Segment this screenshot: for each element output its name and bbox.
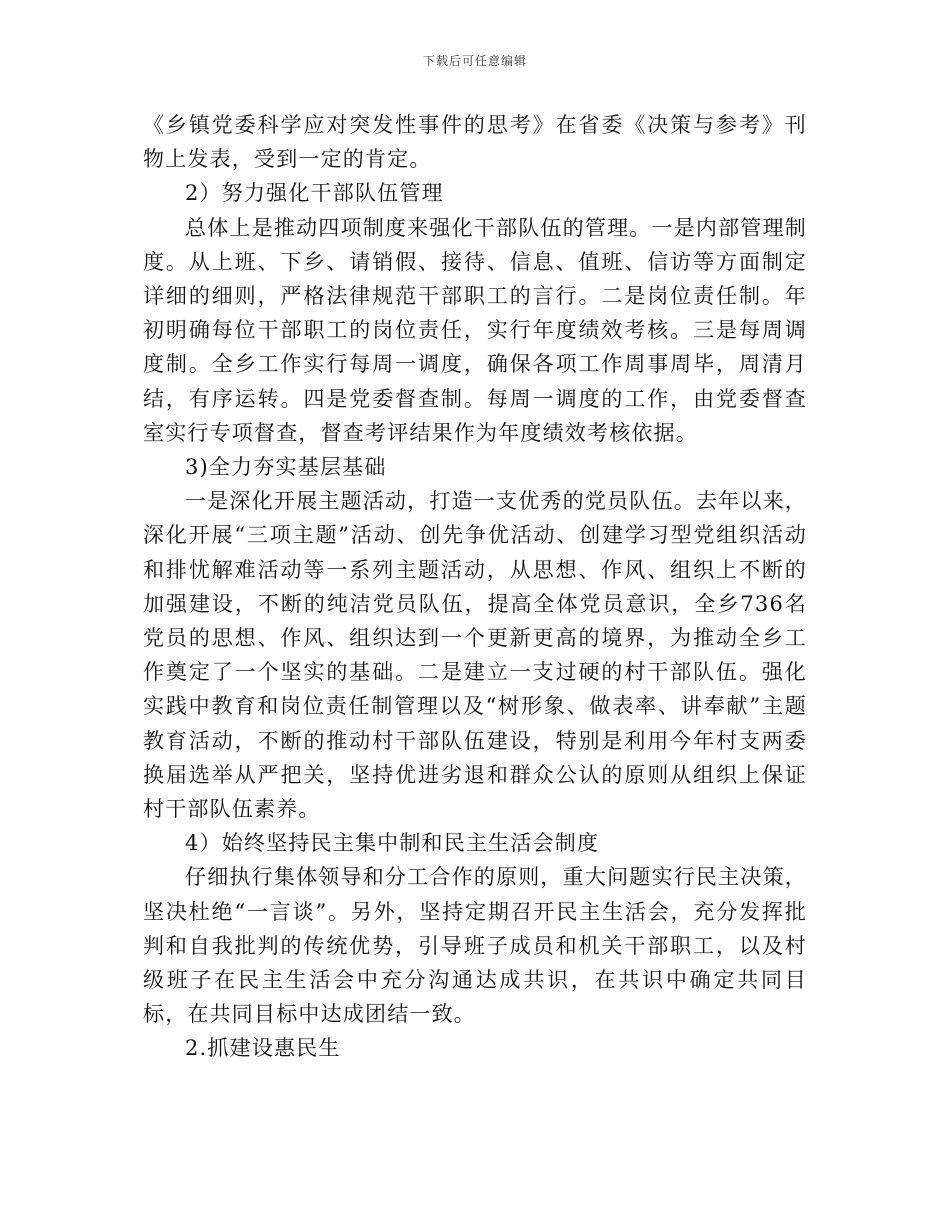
heading-democratic-centralism: 4）始终坚持民主集中制和民主生活会制度	[185, 831, 600, 856]
heading-cadre-management: 2）努力强化干部队伍管理	[185, 181, 444, 206]
document-body	[143, 108, 807, 1066]
heading-livelihood-construction: 2.抓建设惠民生	[185, 1036, 341, 1061]
paragraph-publication: 《乡镇党委科学应对突发性事件的思考》在省委《决策与参考》刊物上发表，受到一定的肯定。	[143, 113, 807, 172]
heading-grassroots-foundation: 3)全力夯实基层基础	[185, 455, 387, 480]
paragraph-collective-leadership: 仔细执行集体领导和分工合作的原则，重大问题实行民主决策，坚决杜绝“一言谈”。另外，坚持定期召开民主生活会，充分发挥批判和自我批判的传统优势，引导班子成员和机关干部职工，以及村级班子在民主生活会中充分沟通达成共识，在共识中确定共同目标，在共同目标中达成团结一致。	[143, 865, 807, 1027]
page-header: 下载后可任意编辑	[422, 54, 527, 68]
paragraph-party-member-team: 一是深化开展主题活动，打造一支优秀的党员队伍。去年以来，深化开展“三项主题”活动、创先争优活动、创建学习型党组织活动和排忧解难活动等一系列主题活动，从思想、作风、组织上不断的加强建设，不断的纯洁党员队伍，提高全体党员意识，全乡736名党员的思想、作风、组织达到一个更新更高的境界，为推动全乡工作奠定了一个坚实的基础。二是建立一支过硬的村干部队伍。强化实践中教育和岗位责任制管理以及“树形象、做表率、讲奉献”主题教育活动，不断的推动村干部队伍建设，特别是利用今年村支两委换届选举从严把关，坚持优进劣退和群众公认的原则从组织上保证村干部队伍素养。	[143, 489, 807, 822]
paragraph-four-systems: 总体上是推动四项制度来强化干部队伍的管理。一是内部管理制度。从上班、下乡、请销假、接待、信息、值班、信访等方面制定详细的细则，严格法律规范干部职工的言行。二是岗位责任制。年初明确每位干部职工的岗位责任，实行年度绩效考核。三是每周调度制。全乡工作实行每周一调度，确保各项工作周事周毕，周清月结，有序运转。四是党委督查制。每周一调度的工作，由党委督查室实行专项督查，督查考评结果作为年度绩效考核依据。	[143, 215, 807, 445]
